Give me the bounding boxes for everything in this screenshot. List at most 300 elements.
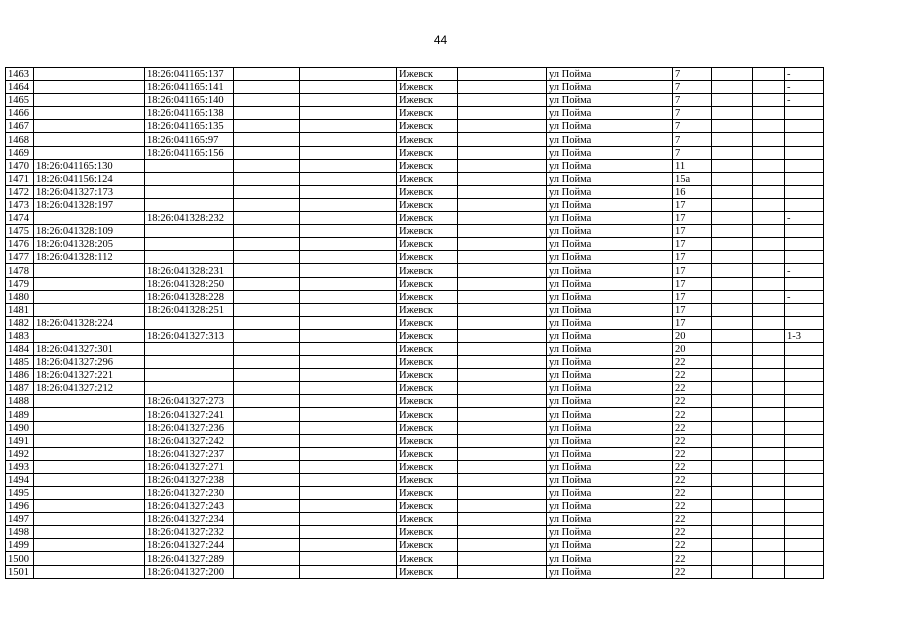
empty-cell	[300, 526, 397, 539]
table-row	[6, 225, 824, 238]
house-number-cell: 17	[673, 251, 712, 264]
empty-cell	[712, 81, 753, 94]
empty-cell	[458, 120, 547, 133]
empty-cell	[458, 264, 547, 277]
apartment-cell	[785, 172, 824, 185]
row-number-cell: 1482	[6, 316, 34, 329]
building-cadastral-number-cell: 18:26:041327:313	[145, 329, 234, 342]
empty-cell	[753, 526, 785, 539]
empty-cell	[712, 342, 753, 355]
empty-cell	[753, 146, 785, 159]
empty-cell	[712, 447, 753, 460]
empty-cell	[300, 133, 397, 146]
city-cell: Ижевск	[397, 356, 458, 369]
apartment-cell	[785, 107, 824, 120]
row-number-cell: 1470	[6, 159, 34, 172]
building-cadastral-number-cell: 18:26:041327:273	[145, 395, 234, 408]
empty-cell	[234, 473, 300, 486]
empty-cell	[300, 329, 397, 342]
house-number-cell: 22	[673, 434, 712, 447]
empty-cell	[712, 460, 753, 473]
city-cell: Ижевск	[397, 382, 458, 395]
empty-cell	[300, 290, 397, 303]
street-cell: ул Пойма	[547, 342, 673, 355]
table-row	[6, 460, 824, 473]
building-cadastral-number-cell: 18:26:041328:250	[145, 277, 234, 290]
land-cadastral-number-cell: 18:26:041328:109	[34, 225, 145, 238]
city-cell: Ижевск	[397, 264, 458, 277]
empty-cell	[234, 107, 300, 120]
building-cadastral-number-cell: 18:26:041165:138	[145, 107, 234, 120]
land-cadastral-number-cell	[34, 539, 145, 552]
empty-cell	[712, 212, 753, 225]
land-cadastral-number-cell: 18:26:041156:124	[34, 172, 145, 185]
empty-cell	[458, 185, 547, 198]
page-number: 44	[433, 33, 448, 47]
empty-cell	[458, 460, 547, 473]
empty-cell	[712, 526, 753, 539]
empty-cell	[458, 172, 547, 185]
empty-cell	[712, 225, 753, 238]
table-row	[6, 526, 824, 539]
street-cell: ул Пойма	[547, 526, 673, 539]
table-row	[6, 421, 824, 434]
house-number-cell: 11	[673, 159, 712, 172]
street-cell: ул Пойма	[547, 447, 673, 460]
table-row	[6, 329, 824, 342]
empty-cell	[300, 159, 397, 172]
city-cell: Ижевск	[397, 303, 458, 316]
empty-cell	[712, 487, 753, 500]
city-cell: Ижевск	[397, 146, 458, 159]
street-cell: ул Пойма	[547, 264, 673, 277]
empty-cell	[234, 460, 300, 473]
building-cadastral-number-cell: 18:26:041165:156	[145, 146, 234, 159]
empty-cell	[300, 500, 397, 513]
empty-cell	[234, 513, 300, 526]
empty-cell	[234, 264, 300, 277]
empty-cell	[300, 185, 397, 198]
street-cell: ул Пойма	[547, 421, 673, 434]
apartment-cell: -	[785, 94, 824, 107]
empty-cell	[753, 290, 785, 303]
building-cadastral-number-cell	[145, 159, 234, 172]
empty-cell	[753, 408, 785, 421]
apartment-cell	[785, 251, 824, 264]
row-number-cell: 1469	[6, 146, 34, 159]
land-cadastral-number-cell	[34, 107, 145, 120]
city-cell: Ижевск	[397, 408, 458, 421]
empty-cell	[458, 81, 547, 94]
street-cell: ул Пойма	[547, 329, 673, 342]
empty-cell	[234, 251, 300, 264]
empty-cell	[753, 447, 785, 460]
empty-cell	[753, 342, 785, 355]
house-number-cell: 7	[673, 146, 712, 159]
empty-cell	[458, 94, 547, 107]
empty-cell	[234, 342, 300, 355]
empty-cell	[458, 303, 547, 316]
land-cadastral-number-cell	[34, 94, 145, 107]
house-number-cell: 17	[673, 198, 712, 211]
building-cadastral-number-cell: 18:26:041327:242	[145, 434, 234, 447]
city-cell: Ижевск	[397, 487, 458, 500]
empty-cell	[234, 316, 300, 329]
row-number-cell: 1463	[6, 68, 34, 81]
apartment-cell	[785, 513, 824, 526]
table-body	[6, 68, 824, 579]
table-row	[6, 369, 824, 382]
apartment-cell	[785, 421, 824, 434]
empty-cell	[234, 421, 300, 434]
land-cadastral-number-cell	[34, 146, 145, 159]
street-cell: ул Пойма	[547, 552, 673, 565]
city-cell: Ижевск	[397, 342, 458, 355]
table-row	[6, 212, 824, 225]
city-cell: Ижевск	[397, 107, 458, 120]
street-cell: ул Пойма	[547, 316, 673, 329]
row-number-cell: 1498	[6, 526, 34, 539]
city-cell: Ижевск	[397, 225, 458, 238]
empty-cell	[712, 107, 753, 120]
table-row	[6, 133, 824, 146]
land-cadastral-number-cell: 18:26:041328:197	[34, 198, 145, 211]
empty-cell	[234, 434, 300, 447]
empty-cell	[234, 277, 300, 290]
empty-cell	[753, 356, 785, 369]
building-cadastral-number-cell: 18:26:041165:135	[145, 120, 234, 133]
building-cadastral-number-cell: 18:26:041327:243	[145, 500, 234, 513]
empty-cell	[300, 277, 397, 290]
apartment-cell	[785, 552, 824, 565]
empty-cell	[234, 369, 300, 382]
building-cadastral-number-cell	[145, 342, 234, 355]
empty-cell	[234, 356, 300, 369]
building-cadastral-number-cell: 18:26:041328:231	[145, 264, 234, 277]
land-cadastral-number-cell	[34, 290, 145, 303]
empty-cell	[458, 251, 547, 264]
empty-cell	[753, 225, 785, 238]
empty-cell	[300, 81, 397, 94]
city-cell: Ижевск	[397, 290, 458, 303]
empty-cell	[458, 434, 547, 447]
table-row	[6, 238, 824, 251]
empty-cell	[712, 408, 753, 421]
empty-cell	[458, 500, 547, 513]
city-cell: Ижевск	[397, 198, 458, 211]
house-number-cell: 22	[673, 552, 712, 565]
empty-cell	[753, 460, 785, 473]
city-cell: Ижевск	[397, 526, 458, 539]
row-number-cell: 1474	[6, 212, 34, 225]
building-cadastral-number-cell: 18:26:041328:228	[145, 290, 234, 303]
empty-cell	[753, 172, 785, 185]
apartment-cell	[785, 395, 824, 408]
house-number-cell: 22	[673, 421, 712, 434]
table-row	[6, 513, 824, 526]
empty-cell	[458, 133, 547, 146]
city-cell: Ижевск	[397, 329, 458, 342]
land-cadastral-number-cell	[34, 487, 145, 500]
empty-cell	[458, 395, 547, 408]
apartment-cell	[785, 447, 824, 460]
row-number-cell: 1464	[6, 81, 34, 94]
house-number-cell: 22	[673, 369, 712, 382]
empty-cell	[300, 198, 397, 211]
empty-cell	[300, 316, 397, 329]
empty-cell	[753, 212, 785, 225]
empty-cell	[300, 421, 397, 434]
land-cadastral-number-cell	[34, 421, 145, 434]
land-cadastral-number-cell	[34, 303, 145, 316]
empty-cell	[458, 212, 547, 225]
street-cell: ул Пойма	[547, 460, 673, 473]
house-number-cell: 7	[673, 68, 712, 81]
house-number-cell: 16	[673, 185, 712, 198]
empty-cell	[712, 513, 753, 526]
land-cadastral-number-cell	[34, 264, 145, 277]
apartment-cell	[785, 460, 824, 473]
empty-cell	[712, 382, 753, 395]
empty-cell	[712, 238, 753, 251]
empty-cell	[753, 382, 785, 395]
city-cell: Ижевск	[397, 434, 458, 447]
building-cadastral-number-cell: 18:26:041165:141	[145, 81, 234, 94]
row-number-cell: 1478	[6, 264, 34, 277]
empty-cell	[300, 539, 397, 552]
table-row	[6, 395, 824, 408]
empty-cell	[458, 421, 547, 434]
empty-cell	[712, 264, 753, 277]
land-cadastral-number-cell	[34, 81, 145, 94]
empty-cell	[234, 382, 300, 395]
house-number-cell: 17	[673, 264, 712, 277]
street-cell: ул Пойма	[547, 133, 673, 146]
empty-cell	[300, 303, 397, 316]
city-cell: Ижевск	[397, 552, 458, 565]
street-cell: ул Пойма	[547, 369, 673, 382]
city-cell: Ижевск	[397, 251, 458, 264]
street-cell: ул Пойма	[547, 513, 673, 526]
house-number-cell: 22	[673, 539, 712, 552]
empty-cell	[458, 369, 547, 382]
street-cell: ул Пойма	[547, 356, 673, 369]
land-cadastral-number-cell	[34, 434, 145, 447]
empty-cell	[712, 539, 753, 552]
table-row	[6, 264, 824, 277]
row-number-cell: 1473	[6, 198, 34, 211]
empty-cell	[300, 460, 397, 473]
street-cell: ул Пойма	[547, 212, 673, 225]
empty-cell	[712, 159, 753, 172]
empty-cell	[712, 172, 753, 185]
city-cell: Ижевск	[397, 185, 458, 198]
empty-cell	[712, 421, 753, 434]
building-cadastral-number-cell: 18:26:041327:236	[145, 421, 234, 434]
street-cell: ул Пойма	[547, 395, 673, 408]
apartment-cell	[785, 408, 824, 421]
city-cell: Ижевск	[397, 460, 458, 473]
row-number-cell: 1484	[6, 342, 34, 355]
empty-cell	[234, 120, 300, 133]
table-row	[6, 500, 824, 513]
street-cell: ул Пойма	[547, 539, 673, 552]
address-register-table	[5, 67, 824, 579]
apartment-cell	[785, 382, 824, 395]
empty-cell	[300, 342, 397, 355]
table-row	[6, 539, 824, 552]
building-cadastral-number-cell: 18:26:041328:232	[145, 212, 234, 225]
empty-cell	[458, 342, 547, 355]
street-cell: ул Пойма	[547, 290, 673, 303]
empty-cell	[712, 94, 753, 107]
table-row	[6, 303, 824, 316]
empty-cell	[234, 94, 300, 107]
land-cadastral-number-cell	[34, 460, 145, 473]
empty-cell	[234, 408, 300, 421]
city-cell: Ижевск	[397, 539, 458, 552]
house-number-cell: 7	[673, 94, 712, 107]
empty-cell	[300, 94, 397, 107]
empty-cell	[753, 277, 785, 290]
apartment-cell	[785, 342, 824, 355]
street-cell: ул Пойма	[547, 565, 673, 578]
street-cell: ул Пойма	[547, 159, 673, 172]
house-number-cell: 7	[673, 81, 712, 94]
empty-cell	[712, 251, 753, 264]
empty-cell	[300, 120, 397, 133]
land-cadastral-number-cell: 18:26:041328:224	[34, 316, 145, 329]
street-cell: ул Пойма	[547, 68, 673, 81]
empty-cell	[300, 172, 397, 185]
land-cadastral-number-cell	[34, 526, 145, 539]
row-number-cell: 1494	[6, 473, 34, 486]
empty-cell	[712, 434, 753, 447]
street-cell: ул Пойма	[547, 120, 673, 133]
street-cell: ул Пойма	[547, 107, 673, 120]
street-cell: ул Пойма	[547, 81, 673, 94]
apartment-cell: -	[785, 264, 824, 277]
land-cadastral-number-cell: 18:26:041165:130	[34, 159, 145, 172]
empty-cell	[458, 526, 547, 539]
row-number-cell: 1475	[6, 225, 34, 238]
empty-cell	[234, 565, 300, 578]
empty-cell	[458, 238, 547, 251]
land-cadastral-number-cell	[34, 408, 145, 421]
empty-cell	[234, 552, 300, 565]
empty-cell	[300, 552, 397, 565]
empty-cell	[300, 369, 397, 382]
apartment-cell	[785, 159, 824, 172]
empty-cell	[753, 500, 785, 513]
empty-cell	[234, 539, 300, 552]
building-cadastral-number-cell	[145, 238, 234, 251]
street-cell: ул Пойма	[547, 434, 673, 447]
apartment-cell	[785, 120, 824, 133]
street-cell: ул Пойма	[547, 238, 673, 251]
city-cell: Ижевск	[397, 513, 458, 526]
empty-cell	[753, 329, 785, 342]
city-cell: Ижевск	[397, 421, 458, 434]
land-cadastral-number-cell: 18:26:041328:205	[34, 238, 145, 251]
empty-cell	[753, 434, 785, 447]
street-cell: ул Пойма	[547, 172, 673, 185]
empty-cell	[753, 473, 785, 486]
empty-cell	[300, 107, 397, 120]
house-number-cell: 22	[673, 513, 712, 526]
empty-cell	[712, 290, 753, 303]
empty-cell	[300, 408, 397, 421]
empty-cell	[753, 303, 785, 316]
row-number-cell: 1476	[6, 238, 34, 251]
empty-cell	[458, 356, 547, 369]
empty-cell	[753, 185, 785, 198]
street-cell: ул Пойма	[547, 225, 673, 238]
house-number-cell: 22	[673, 565, 712, 578]
apartment-cell	[785, 238, 824, 251]
table-row	[6, 447, 824, 460]
land-cadastral-number-cell: 18:26:041327:221	[34, 369, 145, 382]
city-cell: Ижевск	[397, 316, 458, 329]
city-cell: Ижевск	[397, 172, 458, 185]
street-cell: ул Пойма	[547, 487, 673, 500]
house-number-cell: 15а	[673, 172, 712, 185]
empty-cell	[300, 264, 397, 277]
row-number-cell: 1501	[6, 565, 34, 578]
empty-cell	[753, 251, 785, 264]
city-cell: Ижевск	[397, 120, 458, 133]
land-cadastral-number-cell	[34, 473, 145, 486]
row-number-cell: 1485	[6, 356, 34, 369]
table-row	[6, 487, 824, 500]
apartment-cell	[785, 198, 824, 211]
empty-cell	[234, 395, 300, 408]
city-cell: Ижевск	[397, 369, 458, 382]
empty-cell	[300, 225, 397, 238]
table-row	[6, 94, 824, 107]
building-cadastral-number-cell	[145, 225, 234, 238]
city-cell: Ижевск	[397, 395, 458, 408]
empty-cell	[753, 68, 785, 81]
empty-cell	[458, 277, 547, 290]
empty-cell	[300, 146, 397, 159]
street-cell: ул Пойма	[547, 94, 673, 107]
empty-cell	[300, 395, 397, 408]
city-cell: Ижевск	[397, 238, 458, 251]
table-row	[6, 290, 824, 303]
empty-cell	[234, 68, 300, 81]
building-cadastral-number-cell: 18:26:041327:237	[145, 447, 234, 460]
house-number-cell: 22	[673, 473, 712, 486]
land-cadastral-number-cell	[34, 500, 145, 513]
row-number-cell: 1493	[6, 460, 34, 473]
city-cell: Ижевск	[397, 447, 458, 460]
city-cell: Ижевск	[397, 277, 458, 290]
city-cell: Ижевск	[397, 212, 458, 225]
table-row	[6, 172, 824, 185]
city-cell: Ижевск	[397, 565, 458, 578]
house-number-cell: 7	[673, 120, 712, 133]
house-number-cell: 7	[673, 107, 712, 120]
empty-cell	[458, 146, 547, 159]
apartment-cell	[785, 316, 824, 329]
building-cadastral-number-cell	[145, 198, 234, 211]
empty-cell	[712, 565, 753, 578]
apartment-cell: -	[785, 81, 824, 94]
row-number-cell: 1487	[6, 382, 34, 395]
empty-cell	[458, 225, 547, 238]
empty-cell	[712, 303, 753, 316]
